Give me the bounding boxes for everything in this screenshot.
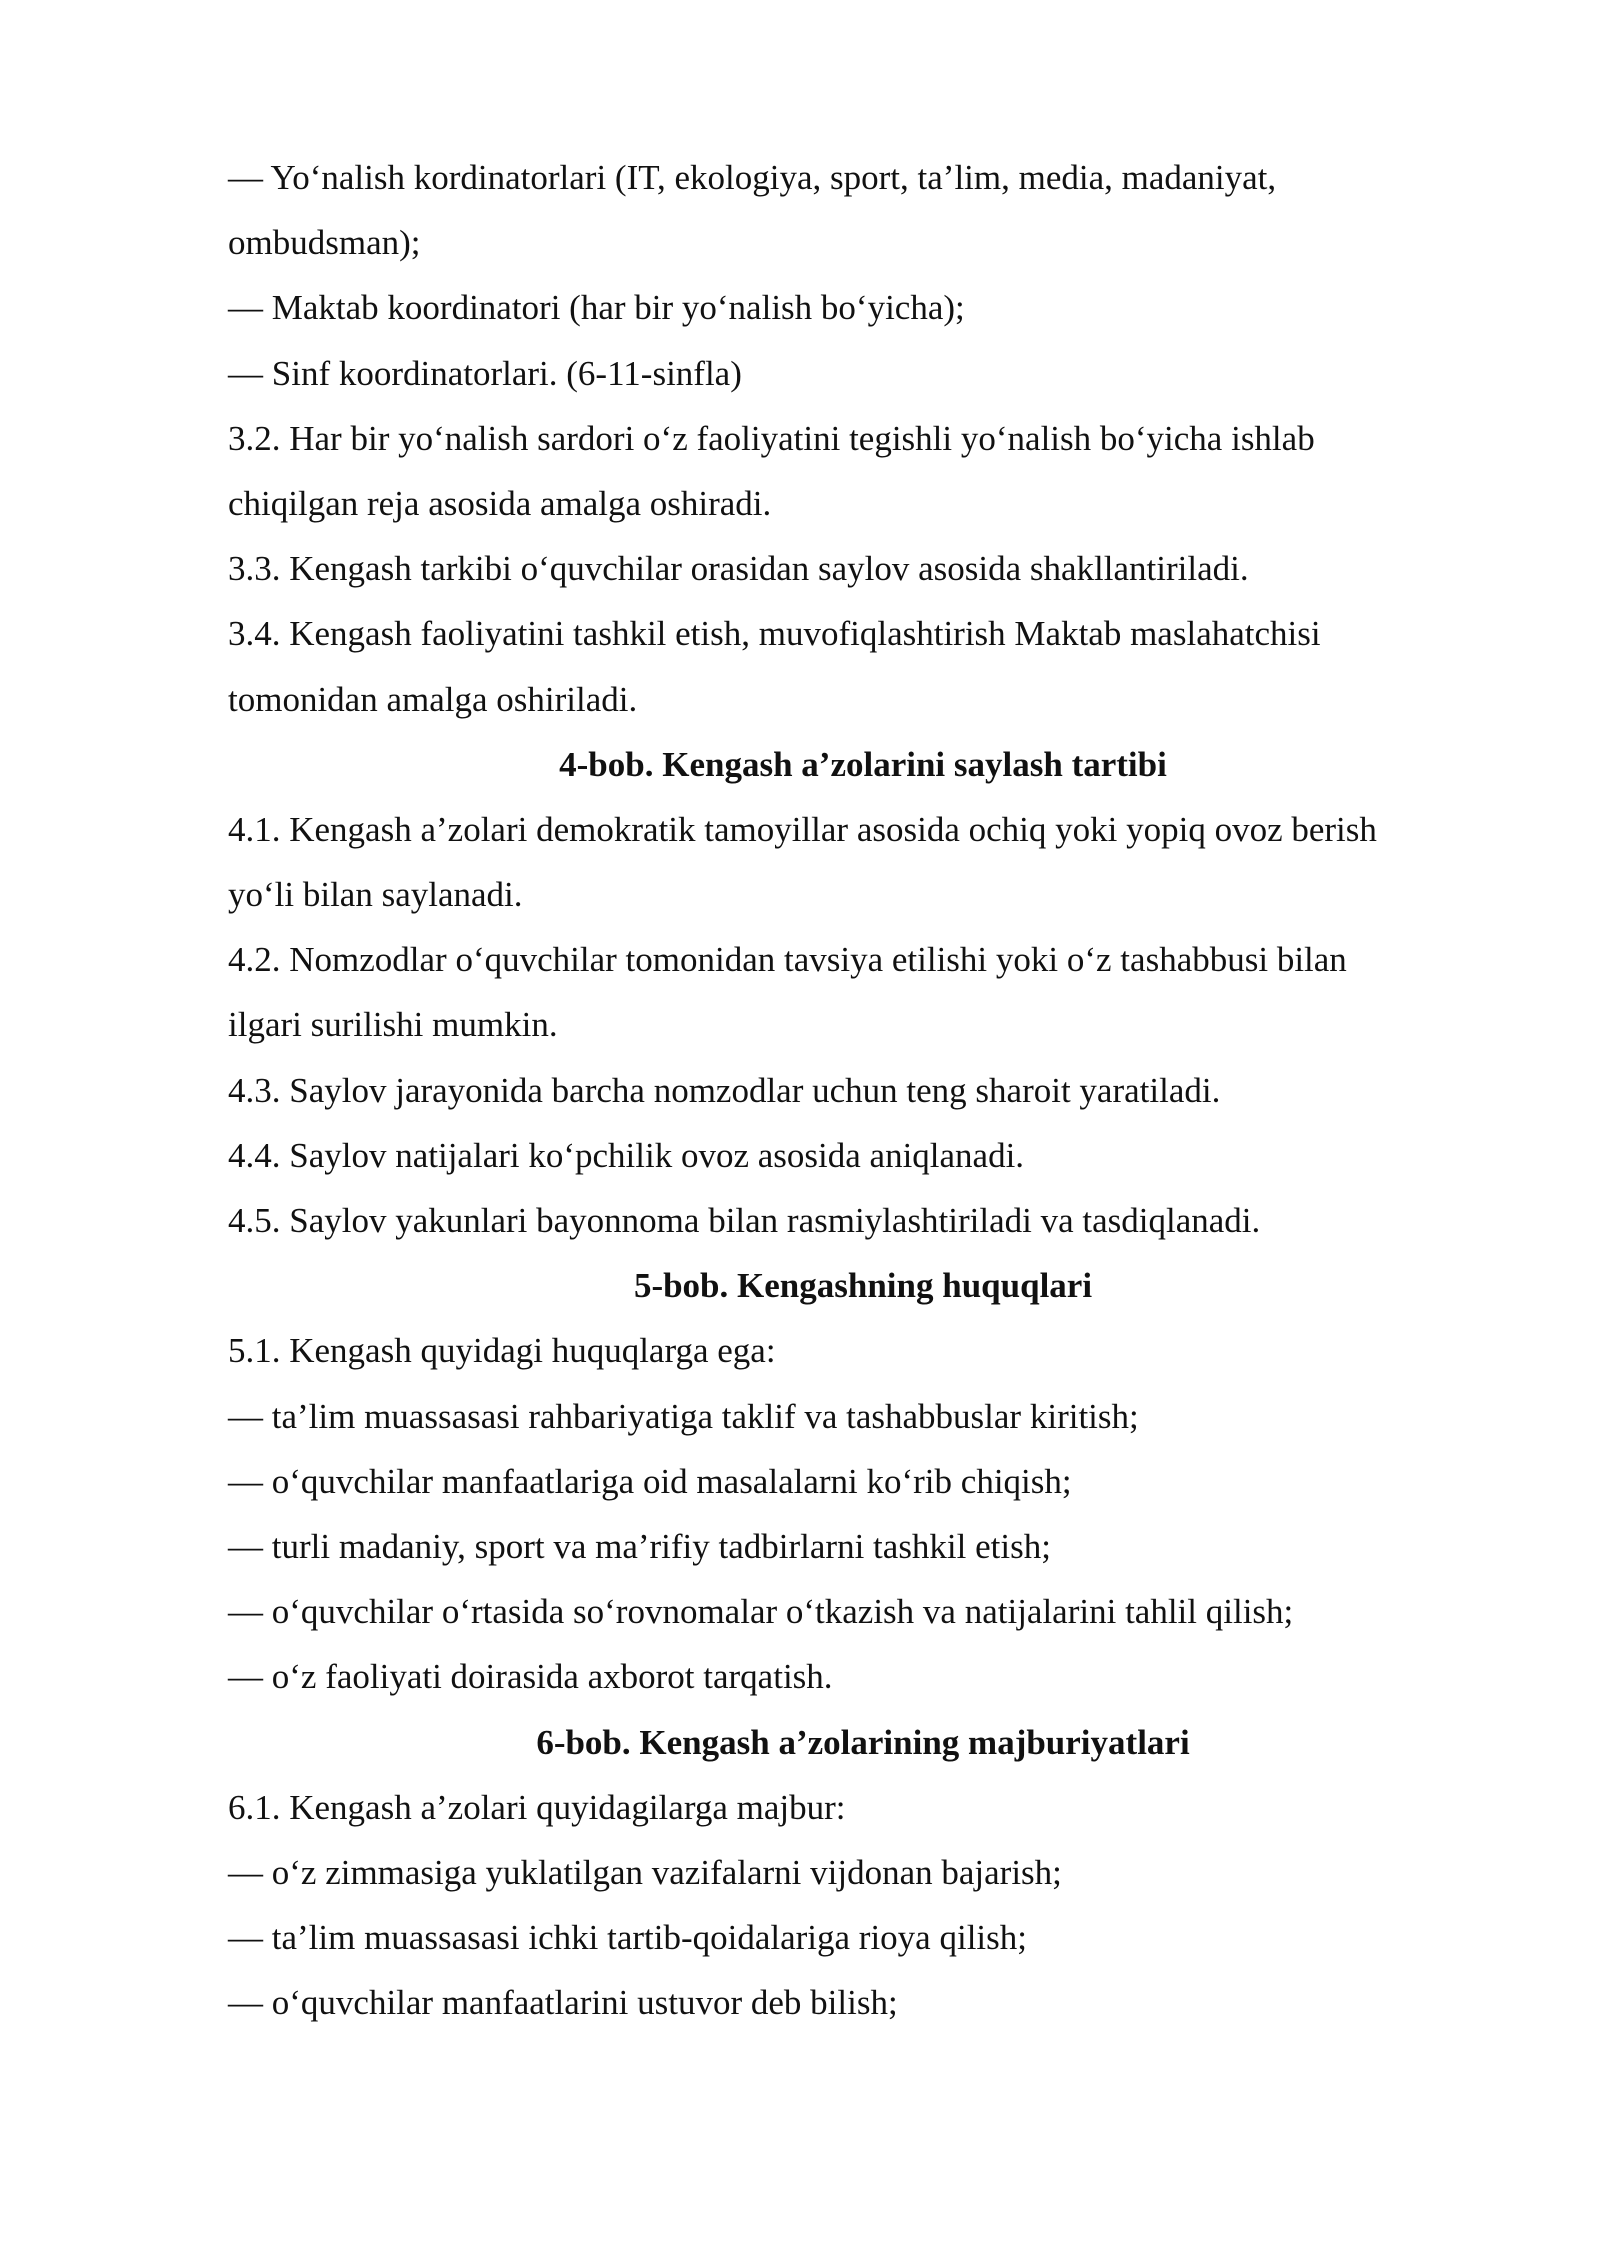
text-line: tomonidan amalga oshiriladi. <box>228 679 638 719</box>
text-line: 4.2. Nomzodlar oʻquvchilar tomonidan tavsiya etilishi yoki oʻz tashabbusi bilan <box>228 940 1347 980</box>
list-item: — ta’lim muassasasi rahbariyatiga taklif va tashabbuslar kiritish; <box>228 1396 1139 1436</box>
text-line: 3.3. Kengash tarkibi oʻquvchilar orasidan saylov asosida shakllantiriladi. <box>228 549 1249 589</box>
text-line: chiqilgan reja asosida amalga oshiradi. <box>228 483 772 523</box>
text-line: 4.4. Saylov natijalari koʻpchilik ovoz asosida aniqlanadi. <box>228 1135 1025 1175</box>
text-line: ilgari surilishi mumkin. <box>228 1005 558 1045</box>
text-line: 5.1. Kengash quyidagi huquqlarga ega: <box>228 1331 776 1371</box>
list-item: — ta’lim muassasasi ichki tartib-qoidalariga rioya qilish; <box>228 1918 1027 1958</box>
text-line: yoʻli bilan saylanadi. <box>228 875 523 915</box>
document-body <box>228 145 1468 2035</box>
list-item: — oʻquvchilar oʻrtasida soʻrovnomalar oʻtkazish va natijalarini tahlil qilish; <box>228 1592 1294 1632</box>
list-item: — oʻquvchilar manfaatlariga oid masalalarni koʻrib chiqish; <box>228 1461 1072 1501</box>
text-line: 6.1. Kengash a’zolari quyidagilarga majbur: <box>228 1787 846 1827</box>
text-line: — Maktab koordinatori (har bir yoʻnalish boʻyicha); <box>228 288 965 328</box>
section-heading-6: 6-bob. Kengash a’zolarining majburiyatlari <box>536 1722 1190 1762</box>
text-line: — Yoʻnalish kordinatorlari (IT, ekologiya, sport, ta’lim, media, madaniyat, <box>228 158 1277 197</box>
text-line: ombudsman); <box>228 223 421 263</box>
section-heading-4: 4-bob. Kengash a’zolarini saylash tartibi <box>559 744 1167 784</box>
section-heading-5: 5-bob. Kengashning huquqlari <box>633 1266 1093 1306</box>
list-item: — oʻz zimmasiga yuklatilgan vazifalarni vijdonan bajarish; <box>228 1852 1062 1892</box>
text-line: 4.3. Saylov jarayonida barcha nomzodlar uchun teng sharoit yaratiladi. <box>228 1070 1221 1110</box>
text-line: 3.4. Kengash faoliyatini tashkil etish, muvofiqlashtirish Maktab maslahatchisi <box>228 614 1321 654</box>
text-line: 4.1. Kengash a’zolari demokratik tamoyillar asosida ochiq yoki yopiq ovoz berish <box>228 809 1377 849</box>
text-line: 4.5. Saylov yakunlari bayonnoma bilan rasmiylashtiriladi va tasdiqlanadi. <box>228 1201 1261 1240</box>
list-item: — oʻquvchilar manfaatlarini ustuvor deb bilish; <box>228 1983 898 2023</box>
list-item: — turli madaniy, sport va ma’rifiy tadbirlarni tashkil etish; <box>228 1526 1051 1566</box>
list-item: — oʻz faoliyati doirasida axborot tarqatish. <box>228 1657 833 1697</box>
text-line: 3.2. Har bir yoʻnalish sardori oʻz faoliyatini tegishli yoʻnalish boʻyicha ishlab <box>228 418 1315 458</box>
text-line: — Sinf koordinatorlari. (6-11-sinfla) <box>228 353 742 393</box>
